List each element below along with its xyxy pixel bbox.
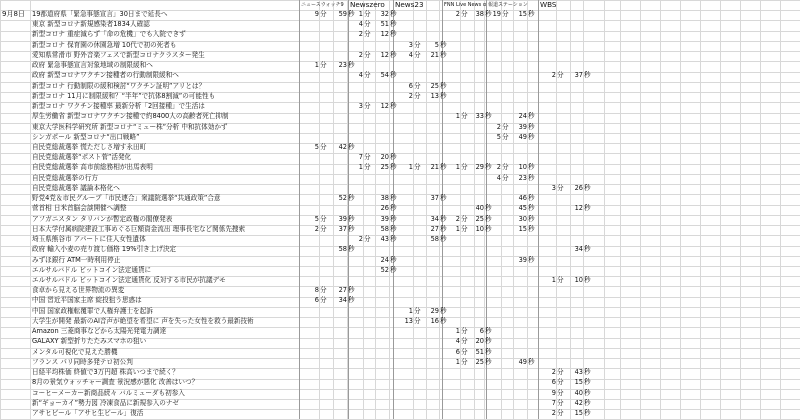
minutes-value: 3 — [408, 40, 413, 49]
seconds-unit: 秒 — [390, 255, 397, 264]
seconds-unit: 秒 — [584, 204, 591, 213]
seconds-value: 43 — [574, 368, 583, 377]
news-title: アサヒビール「アサヒ生ビール」復活 — [32, 408, 144, 417]
grid-line-vertical — [363, 0, 364, 419]
seconds-unit: 秒 — [584, 183, 591, 192]
news-title: 厚生労働省 新型コロナワクチン接種で約8400人の高齢者死亡抑制 — [32, 112, 229, 121]
minutes-unit: 分 — [461, 347, 468, 356]
minutes-unit: 分 — [461, 112, 468, 121]
seconds-unit: 秒 — [390, 71, 397, 80]
grid-line-vertical — [720, 0, 721, 419]
seconds-value: 5 — [434, 40, 439, 49]
news-title: 中国 国家政権転覆罪で人権弁護士を起訴 — [32, 306, 153, 315]
seconds-unit: 秒 — [440, 194, 447, 203]
news-title: シンガポール 新型コロナ“出口戦略” — [32, 132, 140, 141]
minutes-value: 6 — [455, 347, 460, 356]
seconds-value: 49 — [518, 132, 527, 141]
minutes-value: 9 — [551, 388, 556, 397]
minutes-value: 7 — [551, 398, 556, 407]
minutes-value: 2 — [551, 368, 556, 377]
seconds-value: 24 — [518, 112, 527, 121]
news-title: フランス パリ同時多発テロ初公判 — [32, 357, 133, 366]
seconds-value: 45 — [518, 204, 527, 213]
minutes-unit: 分 — [320, 296, 327, 305]
seconds-unit: 秒 — [584, 388, 591, 397]
minutes-value: 1 — [455, 357, 460, 366]
seconds-unit: 秒 — [348, 286, 355, 295]
minutes-value: 1 — [455, 224, 460, 233]
minutes-unit: 分 — [364, 20, 371, 29]
seconds-value: 58 — [380, 224, 389, 233]
seconds-value: 52 — [380, 265, 389, 274]
seconds-unit: 秒 — [485, 224, 492, 233]
seconds-value: 58 — [430, 235, 439, 244]
news-title: 愛知県常滑市 野外音楽フェスで新型コロナクラスター発生 — [32, 50, 205, 59]
grid-line-vertical — [0, 0, 1, 419]
seconds-unit: 秒 — [485, 214, 492, 223]
seconds-unit: 秒 — [348, 61, 355, 70]
minutes-value: 4 — [358, 20, 363, 29]
seconds-unit: 秒 — [440, 235, 447, 244]
minutes-unit: 分 — [557, 388, 564, 397]
minutes-unit: 分 — [364, 71, 371, 80]
seconds-unit: 秒 — [440, 81, 447, 90]
news-title: 新“ギョーカイ”勢力図 冷凍食品に新規参入のナゼ — [32, 398, 179, 407]
minutes-value: 1 — [358, 163, 363, 172]
minutes-unit: 分 — [461, 337, 468, 346]
minutes-value: 2 — [551, 71, 556, 80]
seconds-value: 34 — [430, 214, 439, 223]
minutes-value: 1 — [455, 327, 460, 336]
minutes-unit: 分 — [320, 214, 327, 223]
news-title: Amazon 三菱商事などから太陽光発電力調達 — [32, 327, 167, 336]
seconds-value: 25 — [475, 214, 484, 223]
seconds-unit: 秒 — [390, 20, 397, 29]
seconds-unit: 秒 — [390, 235, 397, 244]
grid-line-vertical — [439, 0, 440, 419]
seconds-unit: 秒 — [528, 194, 535, 203]
seconds-unit: 秒 — [390, 204, 397, 213]
news-title: 東京 新型コロナ新規感染者1834人確認 — [32, 20, 150, 29]
seconds-value: 39 — [518, 255, 527, 264]
minutes-value: 5 — [314, 214, 319, 223]
grid-line-vertical — [680, 0, 681, 419]
seconds-unit: 秒 — [348, 142, 355, 151]
minutes-value: 2 — [455, 10, 460, 18]
seconds-unit: 秒 — [390, 214, 397, 223]
grid-line-vertical — [501, 0, 502, 419]
minutes-unit: 分 — [461, 357, 468, 366]
seconds-unit: 秒 — [528, 132, 535, 141]
news-title: 19都道府県「緊急事態宣言」30日まで延長へ — [32, 10, 168, 18]
minutes-unit: 分 — [414, 81, 421, 90]
seconds-unit: 秒 — [528, 224, 535, 233]
minutes-value: 6 — [314, 296, 319, 305]
minutes-value: 4 — [496, 173, 501, 182]
news-title: 大学生が開発 最新のAI音声が絶望を希望に 声を失った女性を救う最新技術 — [32, 316, 254, 325]
seconds-unit: 秒 — [348, 10, 355, 18]
minutes-unit: 分 — [414, 316, 421, 325]
seconds-value: 33 — [475, 112, 484, 121]
seconds-unit: 秒 — [390, 163, 397, 172]
news-title: 中国 習近平国家主席 綻投狙う思惑は — [32, 296, 142, 305]
news-title: 菅首相 日米首脳会談開催へ調整 — [32, 204, 127, 213]
minutes-unit: 分 — [557, 368, 564, 377]
grid-line-vertical — [700, 0, 701, 419]
seconds-value: 42 — [574, 398, 583, 407]
seconds-value: 39 — [380, 214, 389, 223]
minutes-value: 1 — [455, 112, 460, 121]
seconds-value: 59 — [338, 10, 347, 18]
minutes-unit: 分 — [461, 214, 468, 223]
seconds-unit: 秒 — [584, 71, 591, 80]
seconds-unit: 秒 — [390, 194, 397, 203]
minutes-value: 3 — [358, 102, 363, 111]
minutes-unit: 分 — [320, 10, 327, 18]
seconds-value: 12 — [574, 204, 583, 213]
seconds-unit: 秒 — [440, 316, 447, 325]
grid-line-vertical — [660, 0, 661, 419]
seconds-value: 38 — [380, 194, 389, 203]
seconds-value: 30 — [518, 214, 527, 223]
minutes-unit: 分 — [557, 275, 564, 284]
news-title: 自民党総裁選挙 慌ただしさ増す永田町 — [32, 142, 147, 151]
seconds-unit: 秒 — [485, 204, 492, 213]
minutes-unit: 分 — [557, 71, 564, 80]
minutes-unit: 分 — [557, 398, 564, 407]
news-title: 食卓から見える世界物流の異変 — [32, 286, 125, 295]
seconds-value: 15 — [574, 378, 583, 387]
seconds-value: 16 — [430, 316, 439, 325]
seconds-value: 38 — [475, 10, 484, 18]
minutes-unit: 分 — [461, 10, 468, 18]
seconds-value: 25 — [380, 163, 389, 172]
seconds-unit: 秒 — [348, 214, 355, 223]
news-title: 埼玉県熊谷市 アパートに住人女性遺体 — [32, 235, 146, 244]
minutes-unit: 分 — [364, 50, 371, 59]
news-title: メンタル可視化で見えた勝機 — [32, 347, 118, 356]
seconds-value: 25 — [475, 357, 484, 366]
grid-line-vertical — [556, 0, 557, 419]
minutes-value: 1 — [551, 275, 556, 284]
seconds-unit: 秒 — [584, 245, 591, 254]
grid-line-vertical — [640, 0, 641, 419]
news-title: 新型コロナ 保育園の休園急増 10代で初の死者も — [32, 40, 177, 49]
seconds-value: 43 — [380, 235, 389, 244]
seconds-value: 20 — [380, 153, 389, 162]
minutes-unit: 分 — [414, 306, 421, 315]
minutes-value: 1 — [358, 10, 363, 18]
minutes-unit: 分 — [320, 142, 327, 151]
seconds-value: 26 — [380, 204, 389, 213]
seconds-value: 25 — [430, 81, 439, 90]
news-title: GALAXY 新型折りたたみスマホの狙い — [32, 337, 147, 346]
minutes-value: 7 — [358, 153, 363, 162]
seconds-value: 42 — [338, 142, 347, 151]
seconds-unit: 秒 — [528, 255, 535, 264]
minutes-value: 2 — [408, 91, 413, 100]
minutes-value: 13 — [404, 316, 413, 325]
seconds-value: 12 — [380, 102, 389, 111]
grid-line-vertical — [620, 0, 621, 419]
seconds-value: 32 — [380, 10, 389, 18]
minutes-value: 2 — [496, 163, 501, 172]
minutes-value: 1 — [408, 306, 413, 315]
minutes-value: 1 — [314, 61, 319, 70]
seconds-unit: 秒 — [440, 214, 447, 223]
news-title: 自民党総裁選挙 高市前総務相が出馬表明 — [32, 163, 153, 172]
seconds-value: 21 — [430, 50, 439, 59]
seconds-unit: 秒 — [528, 122, 535, 131]
seconds-value: 15 — [518, 224, 527, 233]
minutes-value: 2 — [314, 224, 319, 233]
minutes-unit: 分 — [557, 408, 564, 417]
minutes-unit: 分 — [364, 153, 371, 162]
news-title: 新型コロナ 行動制限の緩和検討“ワクチン証明”アリとは？ — [32, 81, 206, 90]
seconds-unit: 秒 — [390, 224, 397, 233]
seconds-value: 39 — [338, 214, 347, 223]
seconds-unit: 秒 — [390, 50, 397, 59]
seconds-value: 51 — [380, 20, 389, 29]
news-title: アフガニスタン タリバンが暫定政権の閣僚発表 — [32, 214, 173, 223]
minutes-unit: 分 — [320, 224, 327, 233]
minutes-unit: 分 — [320, 286, 327, 295]
news-title: 政府 緊急事態宣言対象地域の制限緩和へ — [32, 61, 153, 70]
seconds-unit: 秒 — [390, 153, 397, 162]
seconds-unit: 秒 — [584, 378, 591, 387]
news-title: 新型コロナ 重症減らず「命の危機」でも入院できず — [32, 30, 186, 39]
seconds-unit: 秒 — [440, 50, 447, 59]
news-title: 政府 新型コロナワクチン接種者の行動制限緩和へ — [32, 71, 179, 80]
seconds-value: 37 — [338, 224, 347, 233]
news-title: 新型コロナ ワクチン接種率 最新分析「2回接種」で生活は — [32, 102, 205, 111]
minutes-unit: 分 — [461, 327, 468, 336]
minutes-value: 1 — [408, 163, 413, 172]
minutes-unit: 分 — [557, 183, 564, 192]
seconds-unit: 秒 — [528, 10, 535, 18]
seconds-value: 54 — [380, 71, 389, 80]
seconds-value: 51 — [475, 347, 484, 356]
seconds-unit: 秒 — [348, 194, 355, 203]
seconds-unit: 秒 — [390, 10, 397, 18]
seconds-value: 58 — [338, 245, 347, 254]
seconds-unit: 秒 — [440, 40, 447, 49]
seconds-value: 13 — [430, 91, 439, 100]
seconds-value: 23 — [518, 173, 527, 182]
news-title: 8月の景気ウォッチャー調査 景況感が悪化 改善はいつ？ — [32, 378, 199, 387]
seconds-value: 10 — [574, 275, 583, 284]
seconds-unit: 秒 — [440, 91, 447, 100]
news-title: エルサルバドル ビットコイン法定通貨に — [32, 265, 152, 274]
minutes-unit: 分 — [414, 91, 421, 100]
seconds-unit: 秒 — [528, 214, 535, 223]
seconds-value: 23 — [338, 61, 347, 70]
news-title: 日本大学付属病院建設工事めぐる巨額資金流出 理事長宅など関係先捜索 — [32, 224, 246, 233]
column-header: WBS — [540, 0, 557, 9]
seconds-unit: 秒 — [485, 10, 492, 18]
seconds-value: 12 — [380, 30, 389, 39]
seconds-unit: 秒 — [528, 112, 535, 121]
seconds-value: 37 — [574, 71, 583, 80]
seconds-unit: 秒 — [485, 347, 492, 356]
seconds-unit: 秒 — [440, 163, 447, 172]
minutes-unit: 分 — [414, 40, 421, 49]
seconds-unit: 秒 — [528, 173, 535, 182]
seconds-value: 27 — [338, 286, 347, 295]
minutes-value: 8 — [314, 286, 319, 295]
seconds-unit: 秒 — [584, 408, 591, 417]
grid-line-vertical — [426, 0, 427, 419]
seconds-unit: 秒 — [485, 327, 492, 336]
minutes-value: 6 — [551, 378, 556, 387]
seconds-unit: 秒 — [584, 398, 591, 407]
minutes-value: 5 — [314, 142, 319, 151]
minutes-value: 4 — [408, 50, 413, 59]
minutes-unit: 分 — [364, 235, 371, 244]
seconds-value: 29 — [475, 163, 484, 172]
column-header: ニュースウォッチ9 — [301, 2, 344, 8]
date-cell: 9月8日 — [2, 10, 25, 18]
column-header: FNN Live News α — [444, 2, 487, 8]
news-title: 政府 輸入小麦の売り渡し価格 19%引き上げ決定 — [32, 245, 177, 254]
seconds-value: 29 — [430, 306, 439, 315]
seconds-unit: 秒 — [528, 357, 535, 366]
seconds-value: 40 — [574, 388, 583, 397]
minutes-unit: 分 — [364, 10, 371, 18]
news-title: 自民党総裁選挙 議論本格化へ — [32, 183, 120, 192]
seconds-unit: 秒 — [348, 245, 355, 254]
seconds-unit: 秒 — [584, 275, 591, 284]
seconds-value: 34 — [574, 245, 583, 254]
minutes-unit: 分 — [414, 163, 421, 172]
minutes-unit: 分 — [414, 50, 421, 59]
news-title: みずほ銀行 ATM一時利用停止 — [32, 255, 121, 264]
seconds-value: 27 — [430, 224, 439, 233]
minutes-unit: 分 — [557, 378, 564, 387]
minutes-value: 1 — [455, 163, 460, 172]
seconds-unit: 秒 — [348, 224, 355, 233]
minutes-unit: 分 — [320, 61, 327, 70]
news-title: 日経平均株価 終値で3万円超 株高いつまで続く？ — [32, 368, 179, 377]
seconds-unit: 秒 — [390, 102, 397, 111]
seconds-value: 10 — [518, 163, 527, 172]
seconds-unit: 秒 — [390, 30, 397, 39]
minutes-unit: 分 — [461, 163, 468, 172]
minutes-unit: 分 — [364, 30, 371, 39]
seconds-unit: 秒 — [485, 112, 492, 121]
minutes-value: 6 — [408, 81, 413, 90]
minutes-value: 2 — [496, 122, 501, 131]
minutes-unit: 分 — [502, 173, 509, 182]
news-title: 自民党総裁選挙“ポスト菅”活発化 — [32, 153, 132, 162]
grid-line-vertical — [760, 0, 761, 419]
news-title: エルサルバドル ビットコイン法定通貨化 反対する市民が抗議デモ — [32, 275, 226, 284]
minutes-unit: 分 — [502, 132, 509, 141]
seconds-unit: 秒 — [485, 357, 492, 366]
minutes-unit: 分 — [364, 163, 371, 172]
news-title: コーヒーメーカー新商品続々 バルミューダも初参入 — [32, 388, 185, 397]
minutes-value: 4 — [358, 71, 363, 80]
seconds-value: 10 — [475, 224, 484, 233]
minutes-unit: 分 — [461, 224, 468, 233]
minutes-value: 2 — [551, 408, 556, 417]
minutes-unit: 分 — [502, 10, 509, 18]
seconds-value: 46 — [518, 194, 527, 203]
seconds-value: 15 — [574, 408, 583, 417]
seconds-value: 24 — [380, 255, 389, 264]
seconds-value: 49 — [518, 357, 527, 366]
news-title: 野党4党＆市民グループ「市民連合」衆議院選挙“共通政策”合意 — [32, 194, 221, 203]
minutes-value: 9 — [314, 10, 319, 18]
seconds-value: 26 — [574, 183, 583, 192]
minutes-value: 3 — [551, 183, 556, 192]
seconds-value: 52 — [338, 194, 347, 203]
seconds-value: 39 — [518, 122, 527, 131]
grid-line-vertical — [413, 0, 414, 419]
seconds-value: 20 — [475, 337, 484, 346]
seconds-unit: 秒 — [485, 337, 492, 346]
seconds-unit: 秒 — [528, 204, 535, 213]
seconds-unit: 秒 — [390, 265, 397, 274]
minutes-unit: 分 — [502, 163, 509, 172]
minutes-value: 5 — [496, 132, 501, 141]
seconds-value: 40 — [475, 204, 484, 213]
column-header: Newszero — [350, 0, 385, 9]
grid-line-vertical — [740, 0, 741, 419]
news-title: 東京大学医科学研究所 新型コロナ“ミュー株”分析 中和抗体効かず — [32, 122, 228, 131]
seconds-value: 34 — [338, 296, 347, 305]
grid-line-vertical — [780, 0, 781, 419]
minutes-value: 2 — [358, 50, 363, 59]
seconds-unit: 秒 — [528, 163, 535, 172]
seconds-value: 37 — [430, 194, 439, 203]
seconds-value: 15 — [518, 10, 527, 18]
seconds-unit: 秒 — [440, 224, 447, 233]
minutes-value: 19 — [492, 10, 501, 18]
seconds-unit: 秒 — [584, 368, 591, 377]
grid-line-vertical — [604, 0, 605, 419]
seconds-unit: 秒 — [485, 163, 492, 172]
seconds-value: 12 — [380, 50, 389, 59]
column-header: News23 — [395, 0, 424, 9]
seconds-unit: 秒 — [348, 296, 355, 305]
seconds-value: 21 — [430, 163, 439, 172]
minutes-value: 4 — [455, 337, 460, 346]
minutes-unit: 分 — [364, 102, 371, 111]
minutes-value: 2 — [455, 214, 460, 223]
minutes-value: 2 — [358, 235, 363, 244]
seconds-value: 6 — [479, 327, 484, 336]
column-header: 報道ステーション — [488, 2, 528, 8]
seconds-unit: 秒 — [440, 306, 447, 315]
news-title: 新型コロナ 11月に制限緩和？“半年”で抗体8割減”の可能性も — [32, 91, 216, 100]
minutes-value: 2 — [358, 30, 363, 39]
news-title: 自民党総裁選挙の行方 — [32, 173, 98, 182]
minutes-unit: 分 — [502, 122, 509, 131]
